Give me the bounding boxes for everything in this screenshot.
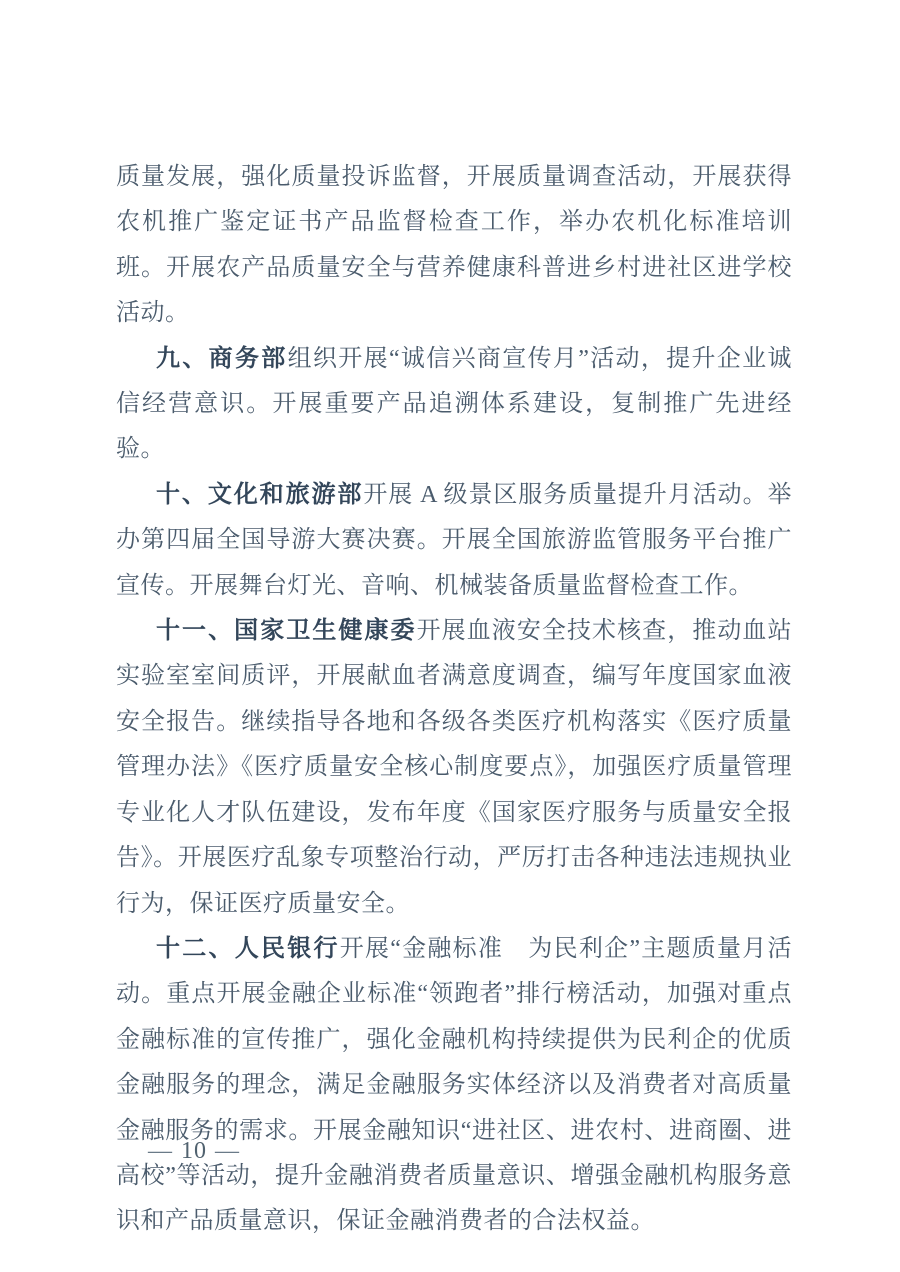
paragraph-continuation bbox=[116, 155, 792, 337]
section-text: 开展“金融标准 为民利企”主题质量月活动。重点开展金融企业标准“领跑者”排行榜活动，加强对重点金融标准的宣传推广，强化金融机构持续提供为民利企的优质金融服务的理念，满足金融服务实体经济以及消费者对高质量金融服务的需求。开展金融知识“进社区、进农村、进商圈、进高校”等活动，提升金融消费者质量意识、增强金融机构服务意识和产品质量意识，保证金融消费者的合法权益。 bbox=[116, 935, 792, 1235]
document-body bbox=[116, 155, 792, 1245]
footer-right-dash: — bbox=[215, 1138, 240, 1164]
section-text: 开展 A 级景区服务质量提升月活动。举办第四届全国导游大赛决赛。开展全国旅游监管服务平台推广宣传。开展舞台灯光、音响、机械装备质量监督检查工作。 bbox=[116, 481, 792, 599]
paragraph-section-9 bbox=[116, 337, 792, 473]
paragraph-section-10 bbox=[116, 473, 792, 609]
page-number: 10 bbox=[181, 1138, 207, 1164]
section-heading-culture-tourism-ministry: 十、文化和旅游部 bbox=[156, 481, 364, 508]
section-heading-commerce-ministry: 九、商务部 bbox=[156, 345, 288, 372]
section-heading-peoples-bank: 十二、人民银行 bbox=[156, 935, 340, 962]
section-heading-health-commission: 十一、国家卫生健康委 bbox=[156, 618, 417, 645]
section-text: 开展血液安全技术核查，推动血站实验室室间质评，开展献血者满意度调查，编写年度国家血液安全报告。继续指导各地和各级各类医疗机构落实《医疗质量管理办法》《医疗质量安全核心制度要点》，加强医疗质量管理专业化人才队伍建设，发布年度《国家医疗服务与质量安全报告》。开展医疗乱象专项整治行动，严厉打击各种违法违规执业行为，保证医疗质量安全。 bbox=[116, 618, 792, 917]
page-footer bbox=[140, 1138, 248, 1165]
paragraph-section-11 bbox=[116, 609, 792, 927]
section-text: 组织开展“诚信兴商宣传月”活动，提升企业诚信经营意识。开展重要产品追溯体系建设，复制推广先进经验。 bbox=[116, 345, 792, 463]
paragraph-section-12 bbox=[116, 927, 792, 1245]
footer-left-dash: — bbox=[148, 1138, 173, 1164]
paragraph-text: 质量发展，强化质量投诉监督，开展质量调查活动，开展获得农机推广鉴定证书产品监督检查工作，举办农机化标准培训班。开展农产品质量安全与营养健康科普进乡村进社区进学校活动。 bbox=[116, 164, 792, 327]
